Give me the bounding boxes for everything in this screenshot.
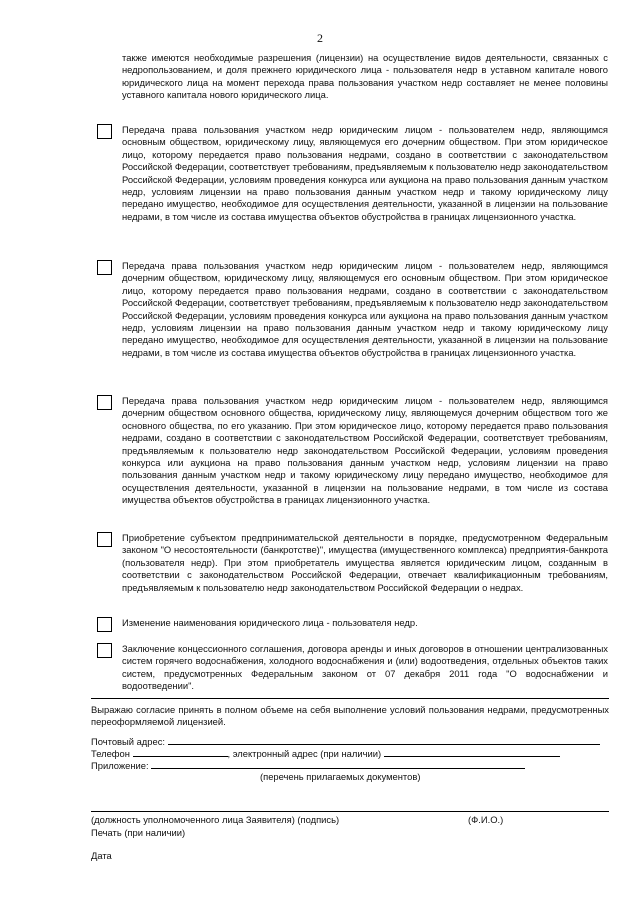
option-text-5: Изменение наименования юридического лица - пользователя недр. bbox=[122, 617, 418, 628]
attachment-label: Приложение: bbox=[91, 760, 149, 771]
phone-input[interactable] bbox=[133, 747, 228, 757]
consent-text: Выражаю согласие принять в полном объеме на себя выполнение условий пользования недрами, предусмотренных переоформляемой лицензией. bbox=[91, 704, 609, 728]
option-text-4: Приобретение субъектом предпринимательской деятельности в порядке, предусмотренном Федеральным законом "О несостоятельности (банкротстве)", имущества (имущественного комплекса) предприятия-банкрота (пользователя недр). При этом приобретатель имущества является юридическим лицом, созданным в соответствии с законодательством Российской Федерации, отвечает квалификационным требованиям, предъявляемым к пользователю недр законодательством Российской Федерации о недрах. bbox=[122, 532, 608, 593]
option-checkbox-4[interactable] bbox=[97, 532, 112, 547]
date-label: Дата bbox=[91, 850, 112, 861]
signature-captions bbox=[91, 814, 609, 826]
option-checkbox-1[interactable] bbox=[97, 124, 112, 139]
continuation-paragraph: также имеются необходимые разрешения (лицензии) на осуществление видов деятельности, связанных с недропользованием, и доля прежнего юридического лица - пользователя недр в уставном капитале нового юридического лица на момент перехода права пользования участком недр составляет не менее половины уставного капитала нового юридического лица. bbox=[122, 52, 608, 101]
postal-address-label: Почтовый адрес: bbox=[91, 736, 165, 747]
position-signature-caption: (должность уполномоченного лица Заявителя) (подпись) bbox=[91, 814, 340, 825]
option-checkbox-2[interactable] bbox=[97, 260, 112, 275]
option-checkbox-5[interactable] bbox=[97, 617, 112, 632]
option-text-2: Передача права пользования участком недр юридическим лицом - пользователем недр, являющимся дочерним обществом, юридическому лицу, являющемуся его основным обществом. При этом юридическое лицо, которому передается право пользования недрами, создано в соответствии с законодательством Российской Федерации, соответствует требованиям, предъявляемым к пользователю недр законодательством Российской Федерации, условиям проведения конкурса или аукциона на право пользования данным участком недр, условиям лицензии на право пользования данным участком недр и такому юридическому лицу передано имущество, необходимое для осуществления деятельности, указанной в лицензии на пользование недрами, в том числе из состава имущества объектов обустройства в границах лицензионного участка. bbox=[122, 260, 608, 358]
page-number: 2 bbox=[317, 31, 323, 45]
phone-label: Телефон bbox=[91, 748, 130, 759]
signature-line[interactable] bbox=[91, 811, 609, 812]
divider bbox=[91, 698, 609, 699]
email-label: , электронный адрес (при наличии) bbox=[227, 748, 382, 759]
postal-address-input[interactable] bbox=[168, 735, 600, 745]
attachment-input[interactable] bbox=[151, 759, 525, 769]
option-text-6: Заключение концессионного соглашения, договора аренды и иных договоров в отношении централизованных систем горячего водоснабжения, холодного водоснабжения и (или) водоотведения, отдельных объектов таких систем, предусмотренных Федеральным законом от 07 декабря 2011 года "О водоснабжении и водоотведении". bbox=[122, 643, 608, 692]
option-text-3: Передача права пользования участком недр юридическим лицом - пользователем недр, являющимся дочерним обществом основного общества, юридическому лицу, являющемуся дочерним обществом того же основного общества, по его указанию. При этом юридическое лицо, которому передается право пользования недрами, создано в соответствии с законодательством Российской Федерации, соответствует требованиям, предъявляемым к пользователю недр законодательством Российской Федерации, условиям проведения конкурса или аукциона на право пользования данным участком недр, условиям лицензии на право пользования данным участком недр и такому юридическому лицу передано имущество, необходимое для осуществления деятельности, указанной в лицензии на пользование недрами, в том числе из состава имущества объектов обустройства в границах лицензионного участка. bbox=[122, 395, 608, 506]
option-checkbox-6[interactable] bbox=[97, 643, 112, 658]
seal-caption: Печать (при наличии) bbox=[91, 827, 186, 838]
option-checkbox-3[interactable] bbox=[97, 395, 112, 410]
attachment-hint: (перечень прилагаемых документов) bbox=[260, 771, 421, 782]
option-text-1: Передача права пользования участком недр юридическим лицом - пользователем недр, являющимся основным обществом, юридическому лицу, являющемуся его дочерним обществом. При этом юридическое лицо, которому передается право пользования недрами, создано в соответствии с законодательством Российской Федерации, соответствует требованиям, предъявляемым к пользователю недр законодательством Российской Федерации, условиям проведения конкурса или аукциона на право пользования данным участком недр, условиям лицензии на право пользования данным участком недр и такому юридическому лицу передано имущество, необходимое для осуществления деятельности, указанной в лицензии на пользование недрами, в том числе из состава имущества объектов обустройства в границах лицензионного участка. bbox=[122, 124, 608, 222]
full-name-caption: (Ф.И.О.) bbox=[468, 814, 504, 825]
email-input[interactable] bbox=[384, 747, 560, 757]
